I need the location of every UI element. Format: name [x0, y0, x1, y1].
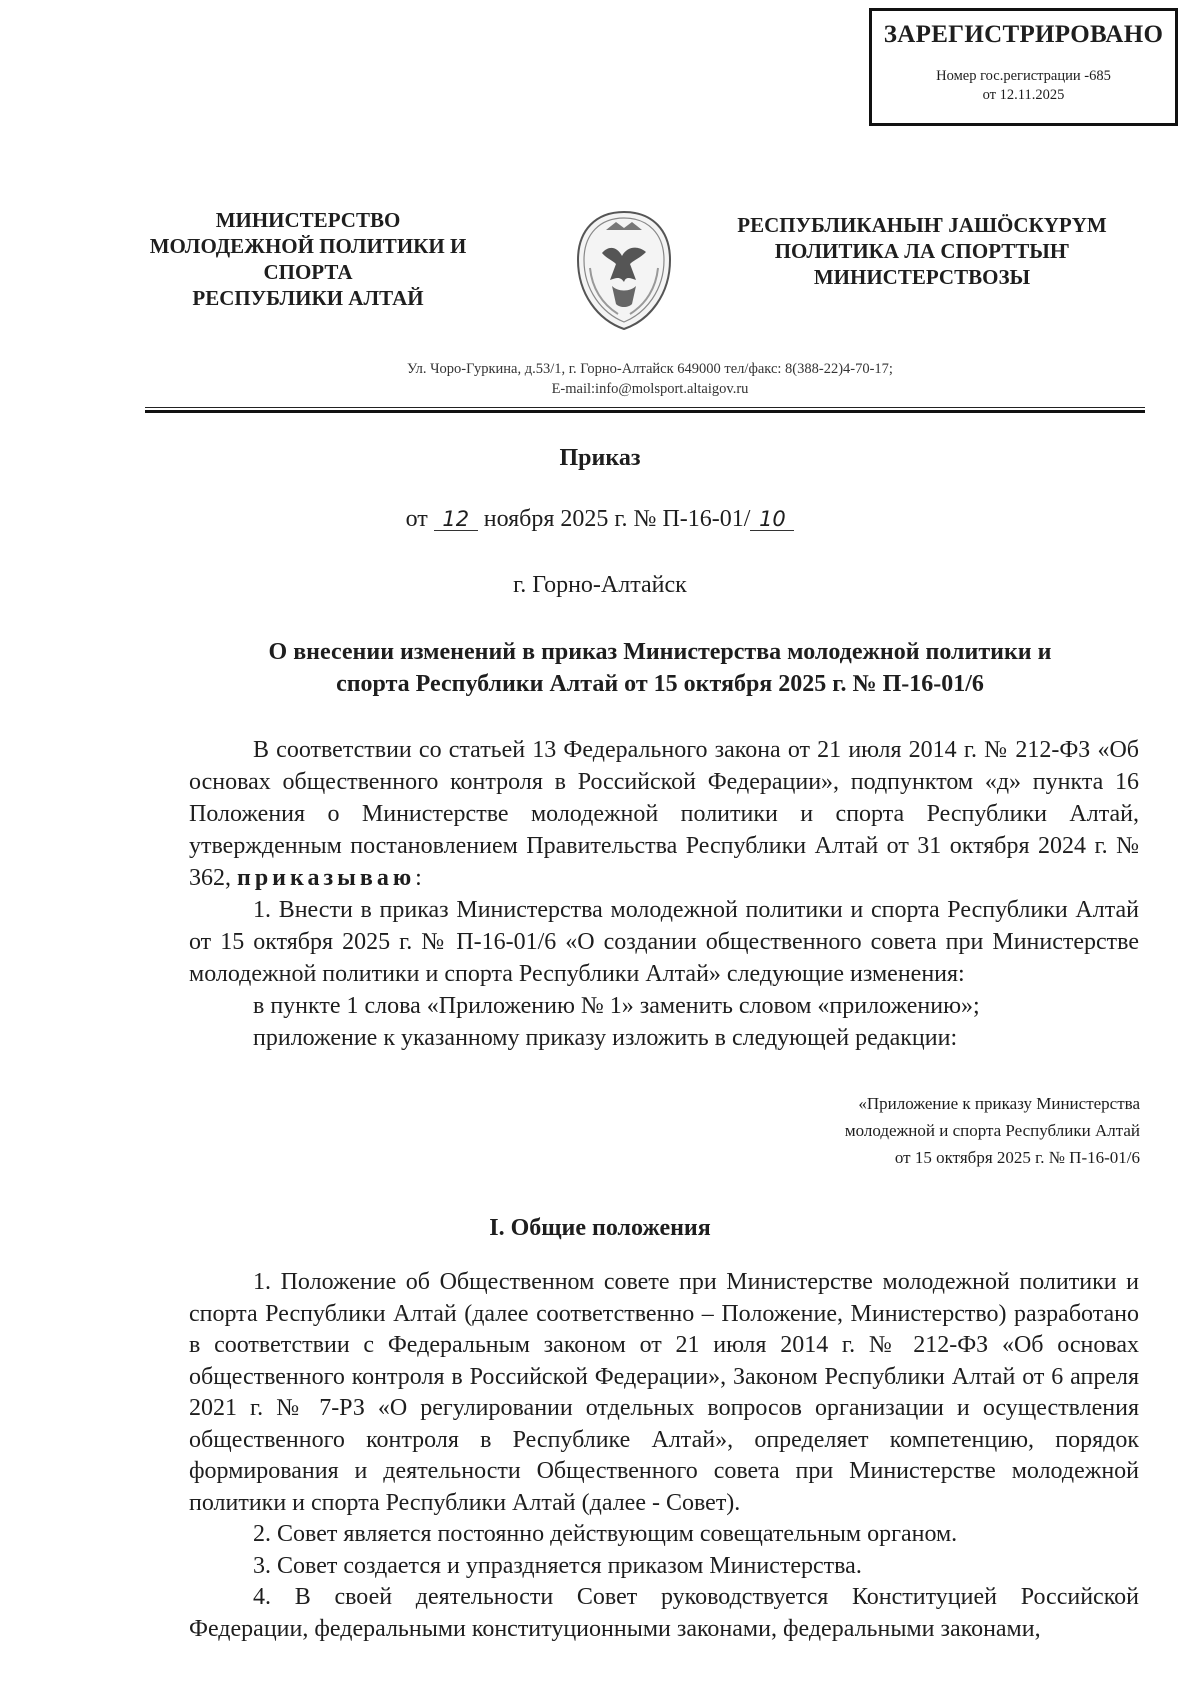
- ministry-ru-line: СПОРТА: [263, 260, 353, 284]
- ministry-ru-line: МИНИСТЕРСТВО: [215, 208, 401, 232]
- section-paragraph-2: 2. Совет является постоянно действующим совещательным органом.: [253, 1521, 958, 1547]
- section-paragraph-4: 4. В своей деятельности Совет руководствуется Конституцией Российской Федерации, федеральными конституционными законами, федеральными законами,: [189, 1584, 1139, 1642]
- order-title: Приказ: [559, 445, 641, 471]
- section-paragraph-3: 3. Совет создается и упраздняется приказом Министерства.: [253, 1552, 862, 1579]
- stamp-reg-number: Номер гос.регистрации -685: [936, 68, 1111, 84]
- section-title: I. Общие положения: [489, 1215, 711, 1241]
- order-date-middle: ноября 2025 г. № П-16-01/: [483, 506, 751, 532]
- header-rule-thick: [145, 410, 1145, 413]
- subject-line: спорта Республики Алтай от 15 октября 2025 г. № П-16-01/6: [336, 671, 984, 697]
- item-1-paragraph: 1. Внести в приказ Министерства молодежной политики и спорта Республики Алтай от 15 октября 2025 г. № П-16-01/6 «О создании общественного совета при Министерстве молодежной политики и спорта Республики Алтай» следующие изменения:: [189, 897, 1139, 987]
- order-city: г. Горно-Алтайск: [513, 572, 687, 598]
- change-2-paragraph: приложение к указанному приказу изложить в следующей редакции:: [253, 1025, 958, 1051]
- appendix-header: [620, 1090, 1140, 1171]
- contacts-email: E-mail:info@molsport.altaigov.ru: [551, 381, 749, 397]
- ministry-contacts: [240, 359, 1060, 399]
- change-1-paragraph: в пункте 1 слова «Приложению № 1» заменить словом «приложению»;: [253, 993, 980, 1019]
- appendix-line: от 15 октября 2025 г. № П-16-01/6: [894, 1148, 1140, 1167]
- subject-line: О внесении изменений в приказ Министерства молодежной политики и: [268, 639, 1052, 665]
- ministry-ru-line: МОЛОДЕЖНОЙ ПОЛИТИКИ И: [149, 234, 467, 258]
- ministry-alt-line: МИНИСТЕРСТВОЗЫ: [813, 265, 1031, 289]
- stamp-reg-date: от 12.11.2025: [982, 87, 1065, 103]
- stamp-title: ЗАРЕГИСТРИРОВАНО: [883, 21, 1164, 48]
- order-word: приказываю: [237, 865, 416, 891]
- header-rule-thin: [145, 407, 1145, 408]
- order-date-prefix: от: [405, 506, 428, 532]
- appendix-line: «Приложение к приказу Министерства: [858, 1094, 1140, 1113]
- ministry-alt-line: ПОЛИТИКА ЛА СПОРТТЫҤ: [774, 239, 1070, 263]
- registration-stamp: [869, 8, 1178, 126]
- preamble-paragraph: [189, 734, 1139, 894]
- order-date-line: [0, 506, 1200, 533]
- ministry-name-russian: [118, 207, 498, 311]
- section-body: [189, 1267, 1139, 1645]
- coat-of-arms-icon: [572, 208, 676, 333]
- appendix-line: молодежной и спорта Республики Алтай: [844, 1121, 1140, 1140]
- contacts-address: Ул. Чоро-Гуркина, д.53/1, г. Горно-Алтайск 649000 тел/факс: 8(388-22)4-70-17;: [407, 361, 893, 377]
- order-colon: :: [415, 865, 422, 891]
- ministry-alt-line: РЕСПУБЛИКАНЫҤ ЈАШӦСКҮРҮМ: [737, 213, 1107, 237]
- order-day-handwritten: 12: [434, 508, 478, 531]
- order-subject: [200, 636, 1120, 700]
- ministry-ru-line: РЕСПУБЛИКИ АЛТАЙ: [192, 286, 424, 310]
- order-body: [189, 734, 1139, 1054]
- section-paragraph-1: 1. Положение об Общественном совете при Министерстве молодежной политики и спорта Республики Алтай (далее соответственно – Положение, Министерство) разработано в соответствии с Федеральным законом от 21 июля 2014 г. № 212-ФЗ «Об основах общественного контроля в Российской Федерации», Законом Республики Алтай от 6 апреля 2021 г. № 7-РЗ «О регулировании отдельных вопросов организации и осуществления общественного контроля в Республике Алтай», определяет компетенцию, порядок формирования и деятельности Общественного совета при Министерстве молодежной политики и спорта Республики Алтай (далее - Совет).: [189, 1269, 1139, 1516]
- ministry-name-altai: [702, 212, 1142, 290]
- order-number-handwritten: 10: [750, 508, 794, 531]
- preamble-text: В соответствии со статьей 13 Федерального закона от 21 июля 2014 г. № 212-ФЗ «Об основах общественного контроля в Российской Федерации», подпунктом «д» пункта 16 Положения о Министерстве молодежной политики и спорта Республики Алтай, утвержденным постановлением Правительства Республики Алтай от 31 октября 2024 г. № 362,: [189, 737, 1139, 891]
